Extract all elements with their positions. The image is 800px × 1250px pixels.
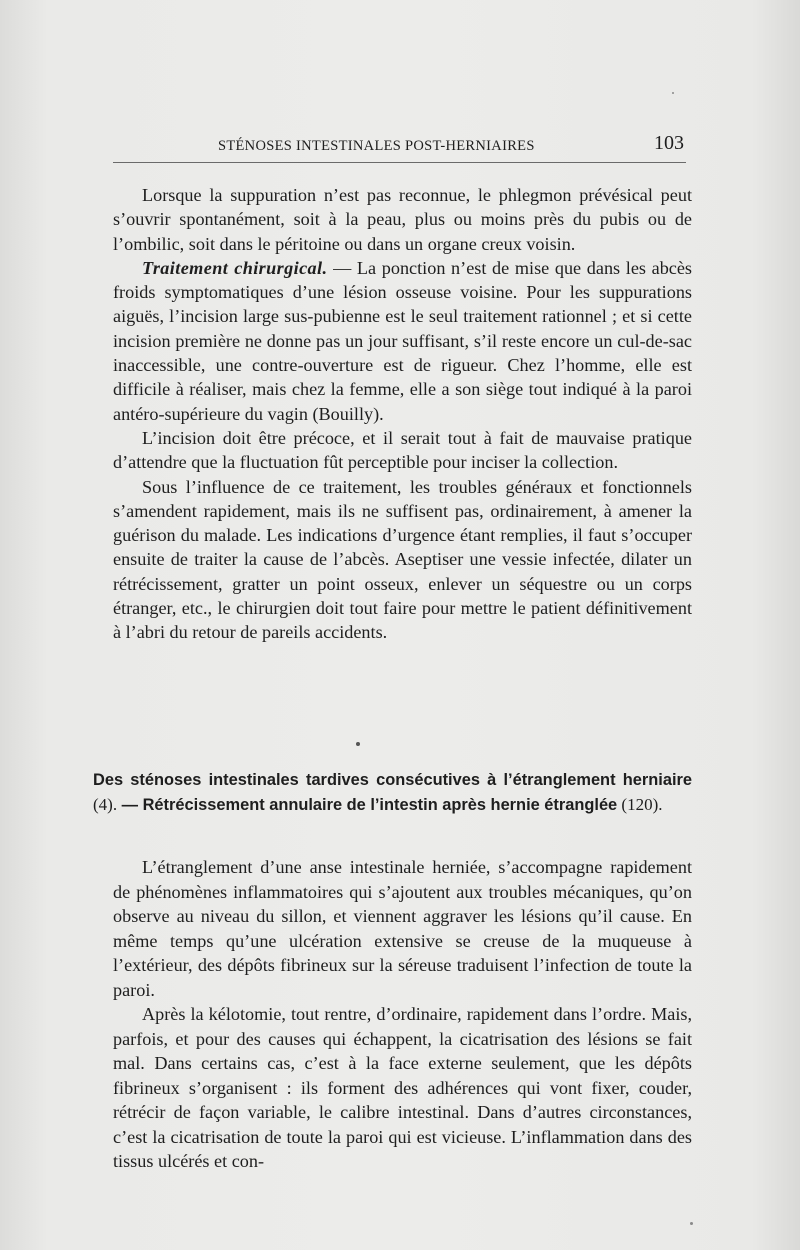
paragraph xyxy=(113,1002,692,1174)
running-title: STÉNOSES INTESTINALES POST-HERNIAIRES xyxy=(218,138,535,154)
reference-number: (4). xyxy=(93,794,118,814)
paragraph xyxy=(113,475,692,645)
body-text-bottom xyxy=(113,855,692,1174)
reference-number: (120). xyxy=(617,794,663,814)
paper-speck xyxy=(672,92,674,94)
section-heading xyxy=(93,768,692,817)
running-header xyxy=(113,128,686,163)
paper-speck xyxy=(690,1222,693,1225)
paragraph-treatment xyxy=(113,256,692,426)
section-heading-part2: Rétrécissement annulaire de l’intestin après hernie étranglée xyxy=(142,795,618,814)
body-text-top xyxy=(113,183,692,645)
page-number: 103 xyxy=(654,132,684,154)
paragraph-text: L’étranglement d’une anse intestinale herniée, s’accompagne rapidement de phénomènes inflammatoires qui s’ajoutent aux troubles mécaniques, qu’on observe au niveau du sillon, et viennent aggraver les lésions qu’il cause. En même temps qu’une ulcération extensive se creuse de la muqueuse à l’extérieur, des dépôts fibrineux sur la séreuse traduisent l’infection de toute la paroi. xyxy=(113,857,692,1000)
paragraph xyxy=(113,426,692,475)
paragraph-text: — La ponction n’est de mise que dans les abcès froids symptomatiques d’une lésion osseuse voisine. Pour les suppurations aiguës, l’incision large sus-pubienne est le seul traitement rationnel ; et si cette incision première ne donne pas un jour suffisant, s’il reste encore un cul-de-sac inaccessible, une contre-ouverture est de rigueur. Chez l’homme, elle est difficile à réaliser, mais chez la femme, elle a son siège tout indiqué à la paroi antéro-supérieure du vagin (Bouilly). xyxy=(113,257,693,424)
paragraph xyxy=(113,855,692,1002)
paragraph-text: Après la kélotomie, tout rentre, d’ordinaire, rapidement dans l’ordre. Mais, parfois, et pour des causes qui échappent, la cicatrisation des lésions se fait mal. Dans certains cas, c’est à la face externe seulement, que les dépôts fibrineux s’organisent : ils forment des adhérences qui vont fixer, couder, rétrécir de façon variable, le calibre intestinal. Dans d’autres circonstances, c’est la cicatrisation de toute la paroi qui est vicieuse. L’inflammation dans des tissus ulcérés et con- xyxy=(113,1004,692,1171)
heading-dash: — xyxy=(117,795,143,814)
section-heading-part1: Des sténoses intestinales tardives consécutives à l’étranglement herniaire xyxy=(93,771,692,789)
section-separator-dot xyxy=(356,742,360,746)
paragraph-text: Lorsque la suppuration n’est pas reconnue, le phlegmon prévésical peut s’ouvrir spontanément, soit à la peau, plus ou moins près du pubis ou de l’ombilic, soit dans le péritoine ou dans un organe creux voisin. xyxy=(113,185,692,254)
paragraph-text: L’incision doit être précoce, et il serait tout à fait de mauvaise pratique d’attendre que la fluctuation fût perceptible pour inciser la collection. xyxy=(113,427,692,473)
paragraph xyxy=(113,183,692,256)
run-in-heading: Traitement chirurgical. xyxy=(142,257,328,278)
paragraph-text: Sous l’influence de ce traitement, les troubles généraux et fonctionnels s’amendent rapidement, mais ils ne suffisent pas, ordinairement, à amener la guérison du malade. Les indications d’urgence étant remplies, il faut s’occuper ensuite de traiter la cause de l’abcès. Aseptiser une vessie infectée, dilater un rétrécissement, gratter un point osseux, enlever un séquestre ou un corps étranger, etc., le chirurgien doit tout faire pour mettre le patient définitivement à l’abri du retour de pareils accidents. xyxy=(113,476,692,643)
